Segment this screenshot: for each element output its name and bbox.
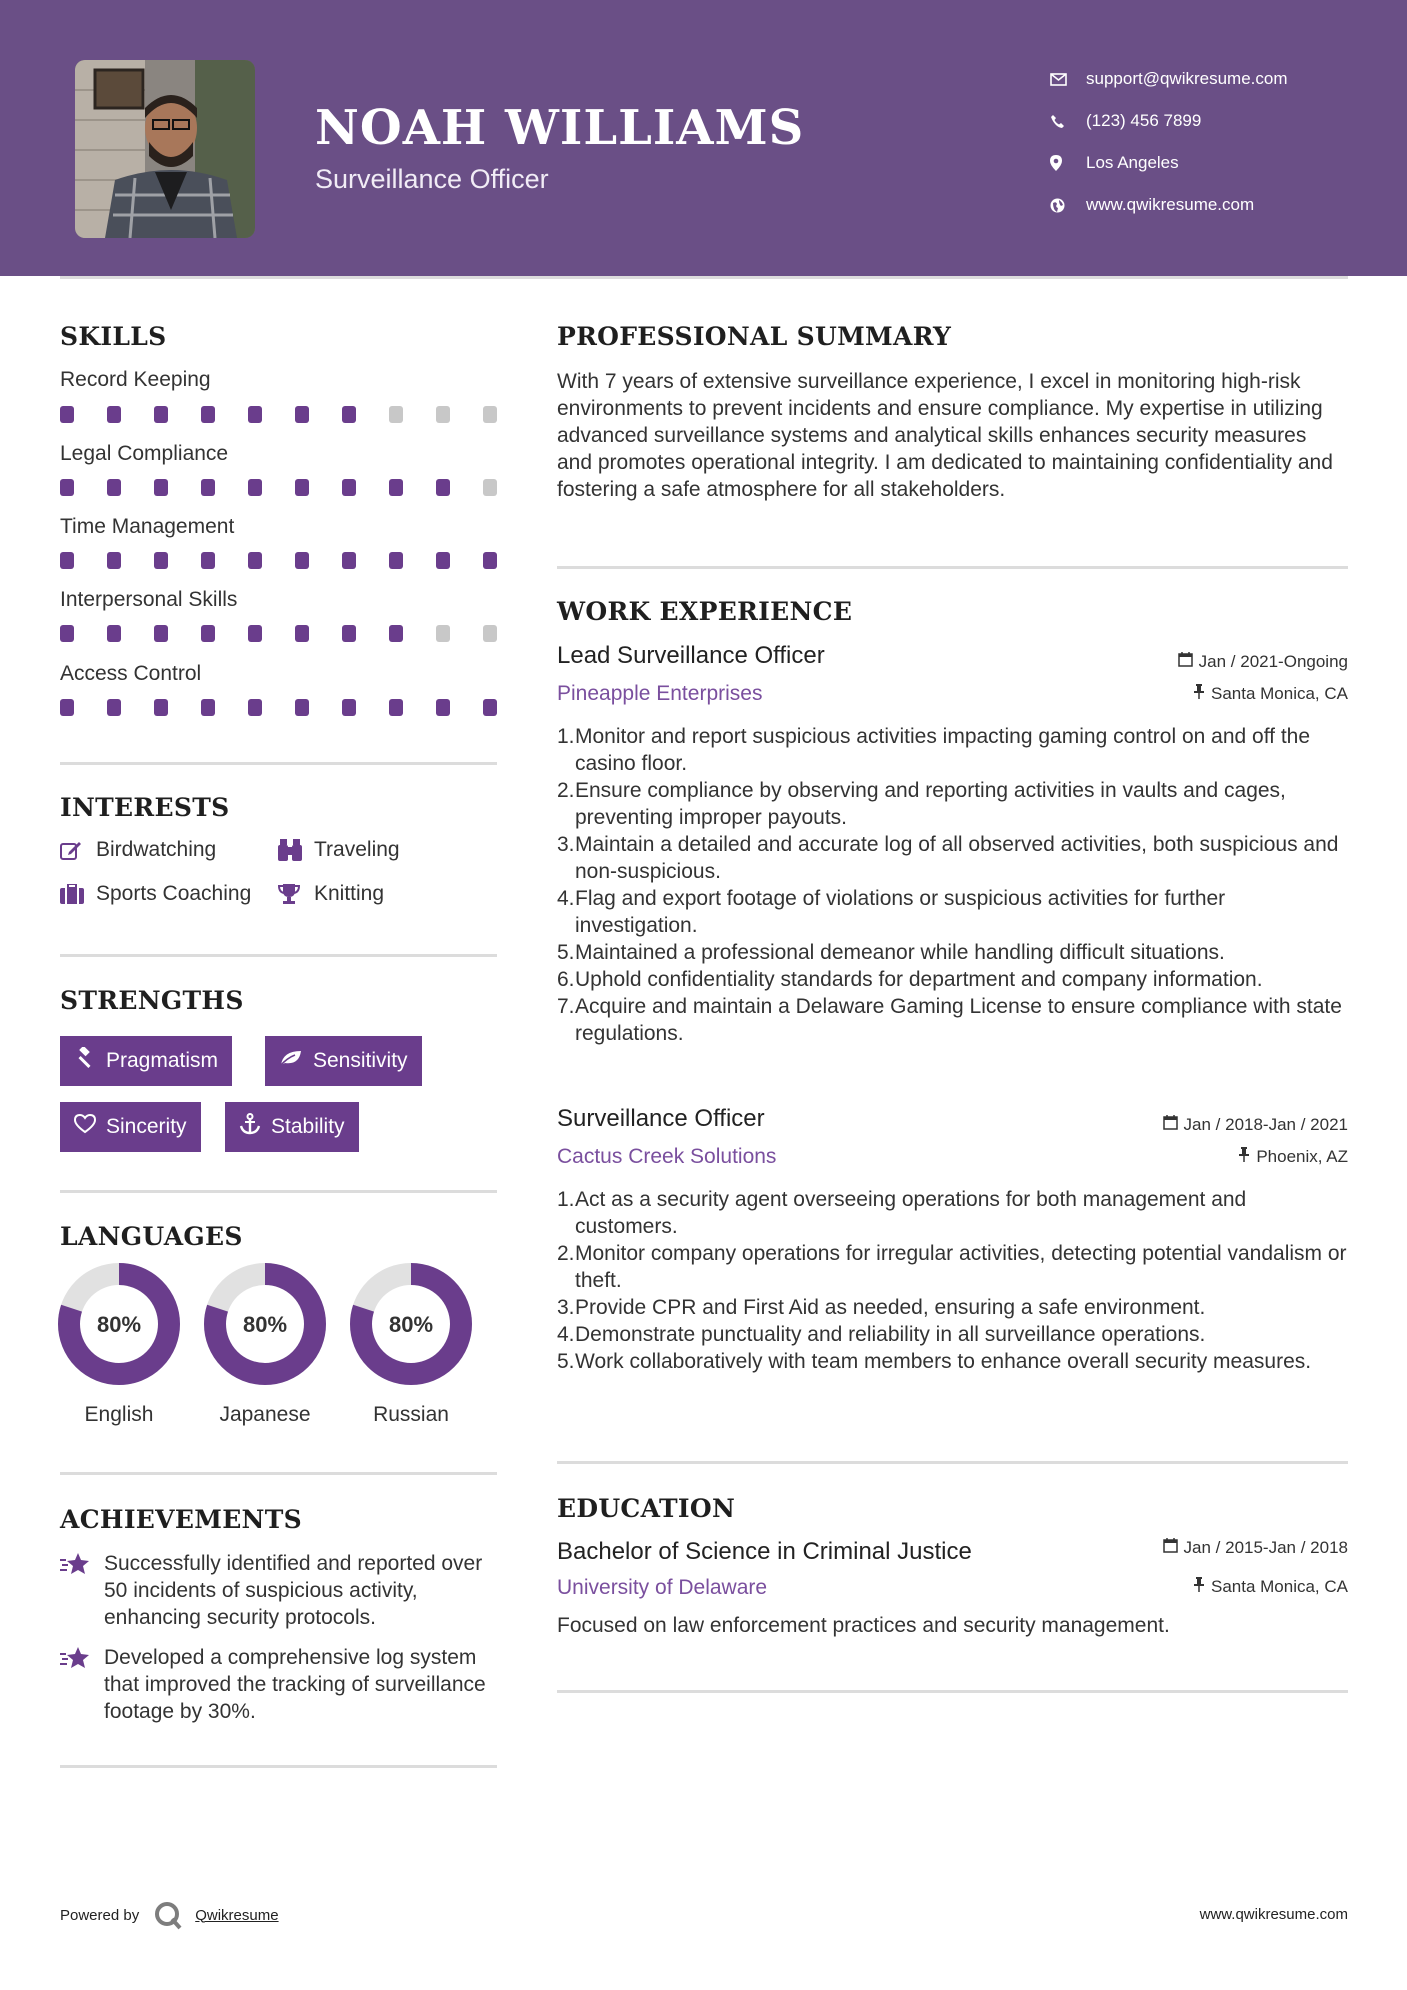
- strengths-heading: STRENGTHS: [60, 986, 244, 1015]
- skill-rating: [60, 625, 530, 642]
- rating-dot-filled: [201, 406, 215, 423]
- star-icon: [60, 1550, 104, 1631]
- rating-dot-filled: [248, 552, 262, 569]
- pushpin-icon: [1193, 684, 1205, 704]
- language-item: [57, 1262, 181, 1427]
- job-bullet: 5. Maintained a professional demeanor while handling difficult situations.: [557, 941, 1225, 964]
- rating-dot-filled: [436, 699, 450, 716]
- contact-website[interactable]: www.qwikresume.com: [1050, 184, 1370, 226]
- candidate-name: NOAH WILLIAMS: [315, 100, 805, 156]
- strength-tag: Stability: [225, 1102, 359, 1152]
- section-divider: [60, 1765, 497, 1768]
- rating-dot-filled: [154, 406, 168, 423]
- header-banner: [0, 0, 1407, 276]
- languages-heading: LANGUAGES: [60, 1222, 243, 1251]
- job-bullet: 4. Flag and export footage of violations or suspicious activities for further investigation.: [557, 887, 1226, 937]
- calendar-icon: [1163, 1115, 1178, 1135]
- rating-dot-filled: [483, 699, 497, 716]
- job-location: Phoenix, AZ: [1238, 1147, 1348, 1167]
- rating-dot-filled: [248, 699, 262, 716]
- rating-dot-filled: [389, 479, 403, 496]
- skill-name: Interpersonal Skills: [60, 588, 238, 611]
- calendar-icon: [1178, 652, 1193, 672]
- job-bullets: [557, 1186, 1347, 1375]
- skill-rating: [60, 479, 530, 496]
- rating-dot-filled: [107, 406, 121, 423]
- section-divider: [60, 954, 497, 957]
- summary-heading: PROFESSIONAL SUMMARY: [557, 322, 952, 351]
- experience-heading: WORK EXPERIENCE: [557, 597, 853, 626]
- rating-dot-filled: [60, 699, 74, 716]
- interests-heading: INTERESTS: [60, 793, 230, 822]
- language-ring: [349, 1262, 473, 1386]
- edit-icon: [60, 840, 96, 860]
- language-item: [349, 1262, 473, 1427]
- strength-tag: Pragmatism: [60, 1036, 232, 1086]
- rating-dot-filled: [248, 406, 262, 423]
- job-bullet: 1. Act as a security agent overseeing operations for both management and customers.: [557, 1188, 1247, 1238]
- education-location: Santa Monica, CA: [1193, 1577, 1348, 1597]
- interest-item: Sports Coaching: [60, 882, 251, 906]
- rating-dot-empty: [483, 406, 497, 423]
- rating-dot-filled: [107, 625, 121, 642]
- job-bullet: 1. Monitor and report suspicious activities impacting gaming control on and off the casino floor.: [557, 725, 1311, 775]
- job-location: Santa Monica, CA: [1193, 684, 1348, 704]
- phone-icon: [1050, 114, 1086, 129]
- rating-dot-filled: [201, 552, 215, 569]
- footer-powered-by: Powered by Qwikresume: [60, 1900, 279, 1930]
- rating-dot-filled: [248, 625, 262, 642]
- header-divider: [60, 276, 1348, 279]
- language-name: English: [84, 1403, 154, 1426]
- rating-dot-filled: [295, 625, 309, 642]
- rating-dot-filled: [60, 406, 74, 423]
- achievement-item: Developed a comprehensive log system that improved the tracking of surveillance footage by 30%.: [60, 1644, 500, 1725]
- skill-name: Legal Compliance: [60, 442, 229, 465]
- rating-dot-filled: [201, 625, 215, 642]
- job-dates: Jan / 2021-Ongoing: [1178, 652, 1348, 672]
- skills-heading: SKILLS: [60, 322, 167, 351]
- achievement-item: Successfully identified and reported over 50 incidents of suspicious activity, enhancing security protocols.: [60, 1550, 500, 1631]
- calendar-icon: [1163, 1538, 1178, 1558]
- rating-dot-filled: [107, 699, 121, 716]
- rating-dot-filled: [342, 625, 356, 642]
- binoculars-icon: [278, 839, 314, 861]
- job-company: Pineapple Enterprises: [557, 682, 763, 705]
- rating-dot-filled: [295, 479, 309, 496]
- section-divider: [60, 762, 497, 765]
- job-company: Cactus Creek Solutions: [557, 1145, 777, 1168]
- rating-dot-filled: [436, 552, 450, 569]
- skill-name: Access Control: [60, 662, 202, 685]
- job-bullet: 6. Uphold confidentiality standards for department and company information.: [557, 968, 1263, 991]
- education-degree: Bachelor of Science in Criminal Justice: [557, 1538, 972, 1565]
- language-item: [203, 1262, 327, 1427]
- job-bullet: 2. Monitor company operations for irregular activities, detecting potential vandalism or theft.: [557, 1242, 1347, 1292]
- rating-dot-filled: [154, 552, 168, 569]
- rating-dot-filled: [154, 479, 168, 496]
- job-bullet: 3. Maintain a detailed and accurate log of all observed activities, both suspicious and non-suspicious.: [557, 833, 1339, 883]
- rating-dot-filled: [201, 479, 215, 496]
- rating-dot-empty: [436, 625, 450, 642]
- language-percent: 80%: [96, 1312, 142, 1337]
- language-percent: 80%: [242, 1312, 288, 1337]
- qwikresume-link[interactable]: Qwikresume: [195, 1906, 279, 1924]
- job-role: Surveillance Officer: [557, 1105, 765, 1132]
- achievements-heading: ACHIEVEMENTS: [60, 1505, 302, 1534]
- rating-dot-filled: [436, 479, 450, 496]
- rating-dot-filled: [107, 479, 121, 496]
- rating-dot-filled: [107, 552, 121, 569]
- job-bullet: 7. Acquire and maintain a Delaware Gaming License to ensure compliance with state regulations.: [557, 995, 1342, 1045]
- rating-dot-filled: [389, 625, 403, 642]
- rating-dot-filled: [342, 699, 356, 716]
- strength-tag: Sincerity: [60, 1102, 201, 1152]
- envelope-icon: [1050, 73, 1086, 86]
- candidate-title: Surveillance Officer: [315, 164, 549, 194]
- leaf-icon: [279, 1049, 303, 1073]
- rating-dot-filled: [295, 699, 309, 716]
- trophy-icon: [278, 883, 314, 905]
- rating-dot-empty: [436, 406, 450, 423]
- section-divider: [557, 1690, 1348, 1693]
- job-bullet: 2. Ensure compliance by observing and reporting activities in vaults and cages, preventing improper payouts.: [557, 779, 1286, 829]
- education-description: Focused on law enforcement practices and security management.: [557, 1614, 1170, 1637]
- contact-list: [1050, 58, 1370, 226]
- education-dates: Jan / 2015-Jan / 2018: [1163, 1538, 1348, 1558]
- rating-dot-filled: [342, 479, 356, 496]
- rating-dot-filled: [389, 552, 403, 569]
- contact-phone[interactable]: (123) 456 7899: [1050, 100, 1370, 142]
- rating-dot-filled: [248, 479, 262, 496]
- skill-name: Time Management: [60, 515, 235, 538]
- language-name: Japanese: [219, 1403, 311, 1426]
- globe-icon: [1050, 198, 1086, 213]
- rating-dot-filled: [295, 406, 309, 423]
- rating-dot-filled: [60, 552, 74, 569]
- pushpin-icon: [1238, 1147, 1250, 1167]
- job-bullets: [557, 723, 1347, 1047]
- pushpin-icon: [1193, 1577, 1205, 1597]
- gavel-icon: [74, 1047, 96, 1075]
- education-school: University of Delaware: [557, 1576, 768, 1599]
- rating-dot-empty: [389, 406, 403, 423]
- qwikresume-logo-icon: [153, 1900, 183, 1930]
- language-ring: [57, 1262, 181, 1386]
- section-divider: [557, 1461, 1348, 1464]
- skill-name: Record Keeping: [60, 368, 211, 391]
- education-heading: EDUCATION: [557, 1494, 736, 1523]
- interest-item: Traveling: [278, 838, 400, 862]
- section-divider: [557, 566, 1348, 569]
- rating-dot-empty: [483, 625, 497, 642]
- star-icon: [60, 1644, 104, 1725]
- language-percent: 80%: [388, 1312, 434, 1337]
- skill-rating: [60, 406, 530, 423]
- rating-dot-filled: [154, 625, 168, 642]
- language-ring: [203, 1262, 327, 1386]
- heart-icon: [74, 1114, 96, 1140]
- rating-dot-filled: [483, 552, 497, 569]
- contact-location: Los Angeles: [1050, 142, 1370, 184]
- rating-dot-filled: [342, 406, 356, 423]
- language-name: Russian: [373, 1403, 449, 1426]
- profile-photo: [75, 60, 255, 238]
- section-divider: [60, 1190, 497, 1193]
- rating-dot-empty: [483, 479, 497, 496]
- job-dates: Jan / 2018-Jan / 2021: [1163, 1115, 1348, 1135]
- briefcase-icon: [60, 884, 96, 904]
- map-pin-icon: [1050, 155, 1086, 171]
- section-divider: [60, 1472, 497, 1475]
- interest-item: Birdwatching: [60, 838, 216, 862]
- rating-dot-filled: [389, 699, 403, 716]
- job-role: Lead Surveillance Officer: [557, 642, 825, 669]
- job-bullet: 3. Provide CPR and First Aid as needed, ensuring a safe environment.: [557, 1296, 1206, 1319]
- rating-dot-filled: [154, 699, 168, 716]
- rating-dot-filled: [60, 625, 74, 642]
- contact-email[interactable]: support@qwikresume.com: [1050, 58, 1370, 100]
- strength-tag: Sensitivity: [265, 1036, 422, 1086]
- rating-dot-filled: [60, 479, 74, 496]
- rating-dot-filled: [342, 552, 356, 569]
- rating-dot-filled: [201, 699, 215, 716]
- rating-dot-filled: [295, 552, 309, 569]
- summary-text: With 7 years of extensive surveillance experience, I excel in monitoring high-risk environments to prevent incidents and ensure compliance. My expertise in utilizing advanced surveillance systems and analytical skills enhances security measures and promotes operational integrity. I am dedicated to maintaining confidentiality and fostering a safe atmosphere for all stakeholders.: [557, 370, 1333, 501]
- anchor-icon: [239, 1113, 261, 1141]
- skill-rating: [60, 699, 530, 716]
- job-bullet: 4. Demonstrate punctuality and reliability in all surveillance operations.: [557, 1323, 1206, 1346]
- footer-website[interactable]: www.qwikresume.com: [1199, 1906, 1348, 1923]
- job-bullet: 5. Work collaboratively with team members to enhance overall security measures.: [557, 1350, 1312, 1373]
- skill-rating: [60, 552, 530, 569]
- interest-item: Knitting: [278, 882, 384, 906]
